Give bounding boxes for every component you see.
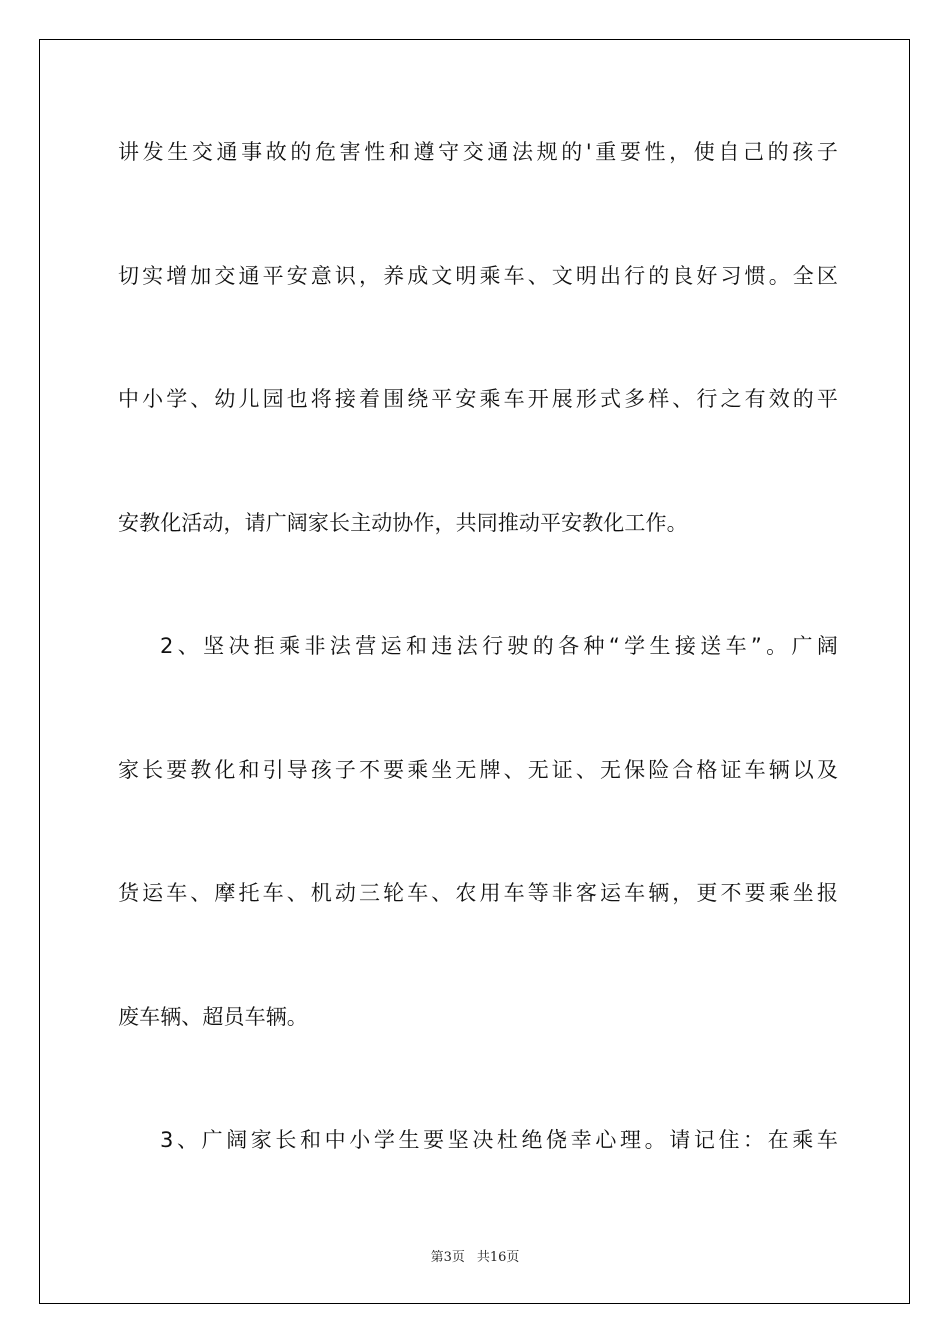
page-border — [39, 39, 910, 1304]
body-text-line: 切实增加交通平安意识，养成文明乘车、文明出行的良好习惯。全区 — [118, 264, 838, 288]
body-text-line: 安教化活动，请广阔家长主动协作，共同推动平安教化工作。 — [118, 511, 688, 535]
page-number-total: 共16页 — [476, 1250, 520, 1265]
body-text-line: 货运车、摩托车、机动三轮车、农用车等非客运车辆，更不要乘坐报 — [118, 881, 838, 905]
page-number-current: 第3页 — [430, 1250, 465, 1265]
paragraph-2-first-line: 2、坚决拒乘非法营运和违法行驶的各种“学生接送车”。广阔 — [160, 634, 838, 658]
body-text-line: 讲发生交通事故的危害性和遵守交通法规的'重要性，使自己的孩子 — [118, 140, 838, 164]
body-text-line: 中小学、幼儿园也将接着围绕平安乘车开展形式多样、行之有效的平 — [118, 387, 838, 411]
paragraph-3-first-line: 3、广阔家长和中小学生要坚决杜绝侥幸心理。请记住：在乘车 — [160, 1128, 838, 1152]
body-text-line: 家长要教化和引导孩子不要乘坐无牌、无证、无保险合格证车辆以及 — [118, 758, 838, 782]
body-text-line: 废车辆、超员车辆。 — [118, 1005, 308, 1029]
page-footer — [0, 1246, 950, 1265]
